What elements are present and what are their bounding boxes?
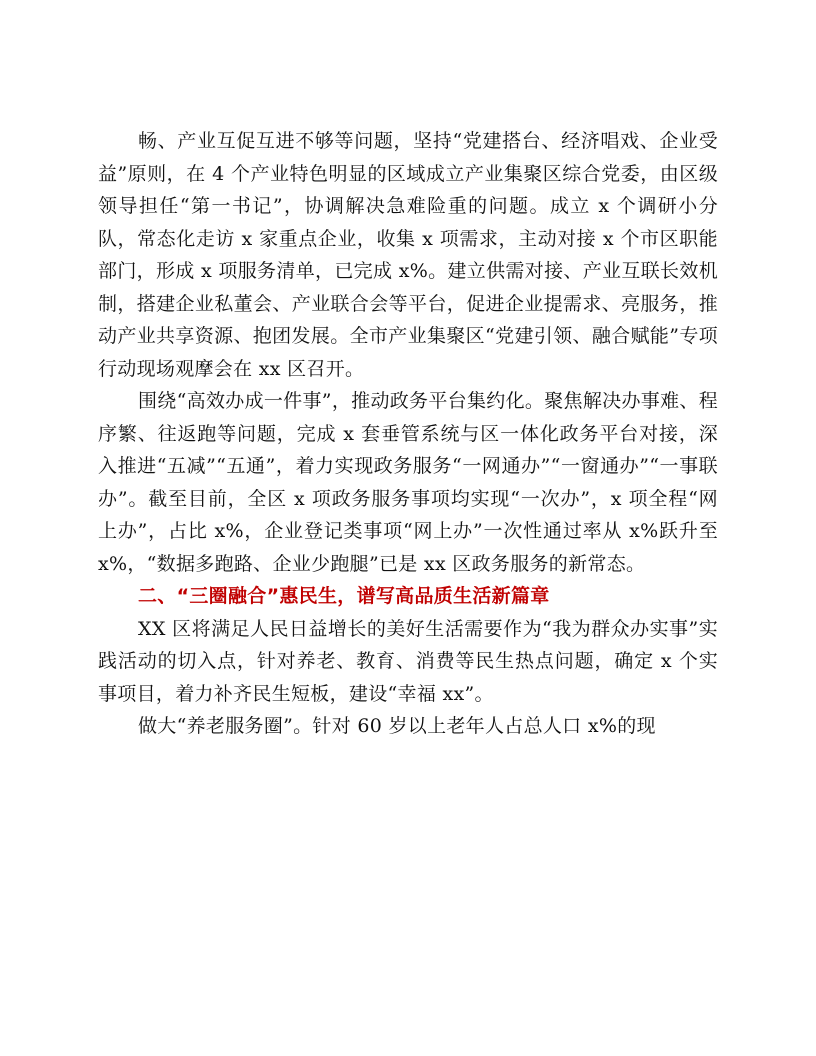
- paragraph-government-services: 围绕“高效办成一件事”，推动政务平台集约化。聚焦解决办事难、程序繁、往返跑等问题，完成 x 套垂管系统与区一体化政务平台对接，深入推进“五减”“五通”，着力实现政务服务“一网通办”“一窗通办”“一事联办”。截至目前，全区 x 项政务服务事项均实现“一次办”，x 项全程“网上办”，占比 x%，企业登记类事项“网上办”一次性通过率从 x%跃升至 x%，“数据多跑路、企业少跑腿”已是 xx 区政务服务的新常态。: [98, 390, 718, 575]
- paragraph-industry-cluster: 畅、产业互促互进不够等问题，坚持“党建搭台、经济唱戏、企业受益”原则，在 4 个产业特色明显的区域成立产业集聚区综合党委，由区级领导担任“第一书记”，协调解决急难险重的问题。成立 x 个调研小分队，常态化走访 x 家重点企业，收集 x 项需求，主动对接 x 个市区职能部门，形成 x 项服务清单，已完成 x%。建立供需对接、产业互联长效机制，搭建企业私董会、产业联合会等平台，促进企业提需求、亮服务，推动产业共享资源、抱团发展。全市产业集聚区“党建引领、融合赋能”专项行动现场观摩会在 xx 区召开。: [98, 130, 718, 380]
- paragraph-livelihood-intro: XX 区将满足人民日益增长的美好生活需要作为“我为群众办实事”实践活动的切入点，针对养老、教育、消费等民生热点问题，确定 x 个实事项目，着力补齐民生短板，建设“幸福 xx”。: [98, 617, 718, 705]
- paragraph-elderly-care: 做大“养老服务圈”。针对 60 岁以上老年人占总人口 x%的现: [138, 715, 656, 737]
- section-heading: 二、“三圈融合”惠民生，谱写高品质生活新篇章: [138, 585, 550, 607]
- document-body: [98, 125, 718, 743]
